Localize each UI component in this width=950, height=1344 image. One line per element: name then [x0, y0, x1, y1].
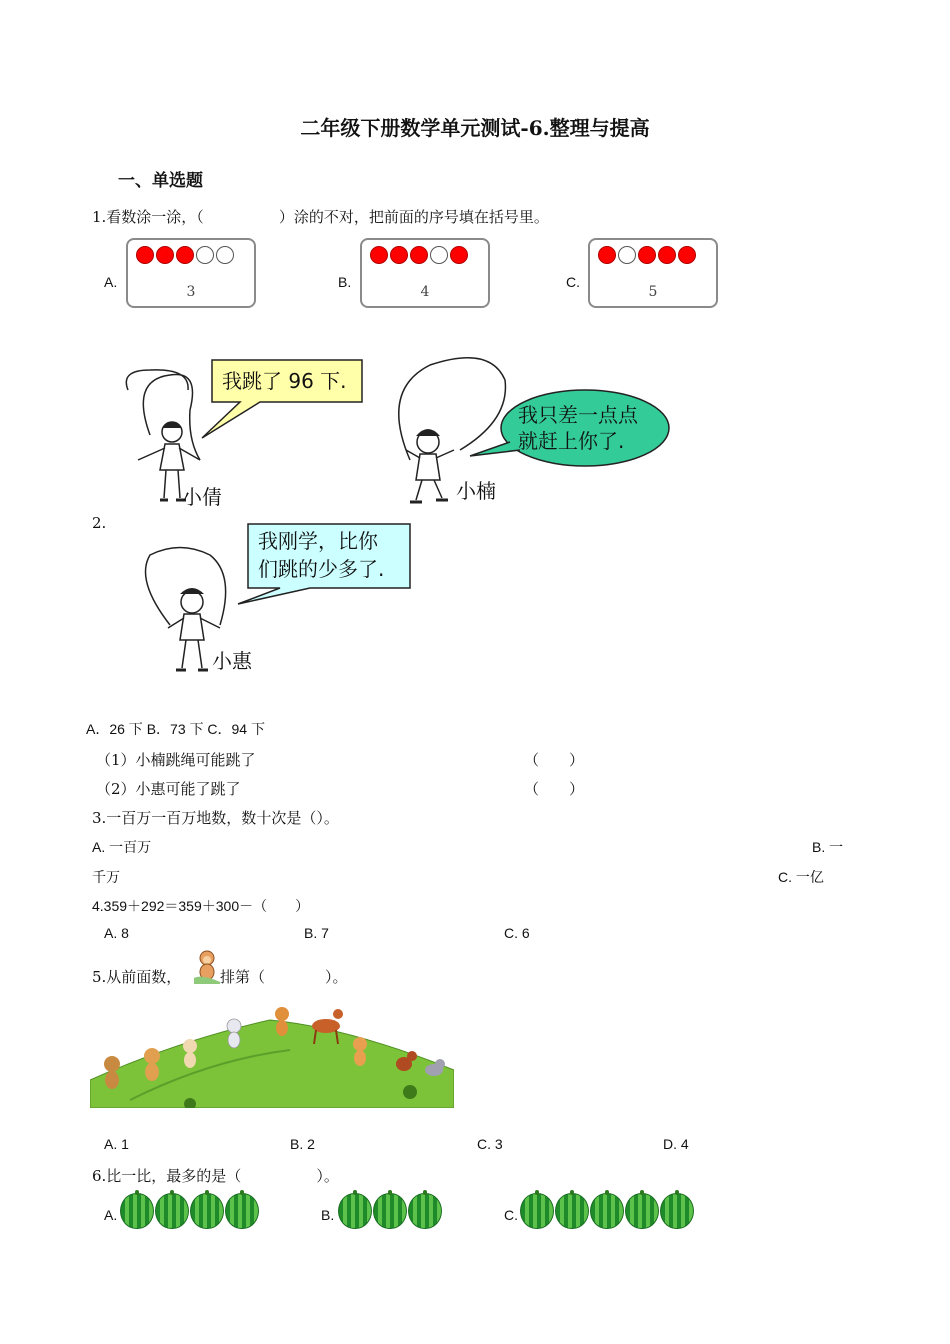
q3-option-c: C. 一亿	[778, 869, 824, 885]
watermelon-icon	[408, 1193, 442, 1229]
q1-option-b-counter	[360, 238, 490, 308]
question-1-text: 1.看数涂一涂，（ ）涂的不对，把前面的序号填在括号里。	[92, 208, 549, 226]
question-2-sub1: （1）小楠跳绳可能跳了	[96, 751, 256, 769]
q6-option-b-watermelons	[338, 1193, 442, 1229]
bead-red	[598, 246, 616, 264]
question-5-text-before: 5.从前面数，	[92, 968, 182, 986]
question-5-text-after: 排第（ ）。	[220, 968, 348, 986]
bead-red	[638, 246, 656, 264]
q4-option-a: A. 8	[104, 925, 129, 941]
hill-animals-picture	[90, 1000, 454, 1108]
watermelon-icon	[155, 1193, 189, 1229]
bead-red	[136, 246, 154, 264]
q4-option-c: C. 6	[504, 925, 530, 941]
question-3-text: 3.一百万一百万地数，数十次是（）。	[92, 809, 339, 827]
watermelon-icon	[590, 1193, 624, 1229]
speech-bubble-3-line1: 我刚学，比你	[258, 529, 378, 553]
monkey-icon	[194, 948, 220, 984]
q1-option-a-label: A.	[104, 274, 118, 290]
watermelon-icon	[338, 1193, 372, 1229]
bead-red	[176, 246, 194, 264]
section-heading: 一、单选题	[118, 171, 203, 191]
q5-option-c: C. 3	[477, 1136, 503, 1152]
bead-red	[410, 246, 428, 264]
question-6-text: 6.比一比，最多的是（ ）。	[92, 1167, 339, 1185]
q1-option-c-number: 5	[648, 284, 658, 300]
question-2-number: 2.	[92, 514, 107, 532]
q5-option-d: D. 4	[663, 1136, 689, 1152]
speech-bubble-3-line2: 们跳的少多了.	[258, 557, 385, 581]
q5-option-b: B. 2	[290, 1136, 315, 1152]
q4-option-b: B. 7	[304, 925, 329, 941]
q5-option-a: A. 1	[104, 1136, 129, 1152]
q1-option-a-counter	[126, 238, 256, 308]
q1-option-b-number: 4	[420, 284, 430, 300]
q1-option-c-counter	[588, 238, 718, 308]
bead-red	[390, 246, 408, 264]
bead-red	[658, 246, 676, 264]
question-2-sub2: （2）小惠可能了跳了	[96, 780, 241, 798]
bead-white	[618, 246, 636, 264]
watermelon-icon	[660, 1193, 694, 1229]
bead-row-a	[136, 246, 234, 264]
watermelon-icon	[373, 1193, 407, 1229]
bead-red	[156, 246, 174, 264]
q3-option-a: A. 一百万	[92, 839, 152, 855]
watermelon-icon	[190, 1193, 224, 1229]
speech-bubble-2-line2: 就赶上你了.	[518, 429, 625, 453]
question-2-sub2-blank: （ ）	[524, 780, 585, 798]
q1-option-c-label: C.	[566, 274, 580, 290]
bead-white	[430, 246, 448, 264]
bead-red	[678, 246, 696, 264]
watermelon-icon	[625, 1193, 659, 1229]
q6-option-b-label: B.	[321, 1207, 335, 1223]
speech-bubble-2-line1: 我只差一点点	[518, 403, 638, 427]
page-title: 二年级下册数学单元测试-6.整理与提高	[300, 116, 650, 140]
watermelon-icon	[555, 1193, 589, 1229]
bead-red	[450, 246, 468, 264]
question-2-options: A．26 下 B．73 下 C．94 下	[86, 721, 265, 737]
bead-white	[216, 246, 234, 264]
girl-name-3: 小惠	[212, 649, 252, 673]
question-4-text: 4.359＋292＝359＋300－（ ）	[92, 898, 310, 914]
watermelon-icon	[225, 1193, 259, 1229]
question-2-sub1-blank: （ ）	[524, 751, 585, 769]
speech-bubble-1: 我跳了 96 下.	[222, 369, 347, 393]
girl-name-2: 小楠	[456, 479, 496, 503]
girl-name-1: 小倩	[182, 485, 222, 509]
q1-option-a-number: 3	[186, 284, 196, 300]
q3-option-b: B. 一	[812, 839, 844, 855]
q6-option-c-label: C.	[504, 1207, 518, 1223]
q6-option-a-watermelons	[120, 1193, 259, 1229]
bead-red	[370, 246, 388, 264]
q6-option-c-watermelons	[520, 1193, 694, 1229]
bead-white	[196, 246, 214, 264]
bead-row-c	[598, 246, 696, 264]
q6-option-a-label: A.	[104, 1207, 118, 1223]
q3-option-b-continued: 千万	[92, 869, 120, 885]
watermelon-icon	[120, 1193, 154, 1229]
bead-row-b	[370, 246, 468, 264]
q1-option-b-label: B.	[338, 274, 352, 290]
watermelon-icon	[520, 1193, 554, 1229]
